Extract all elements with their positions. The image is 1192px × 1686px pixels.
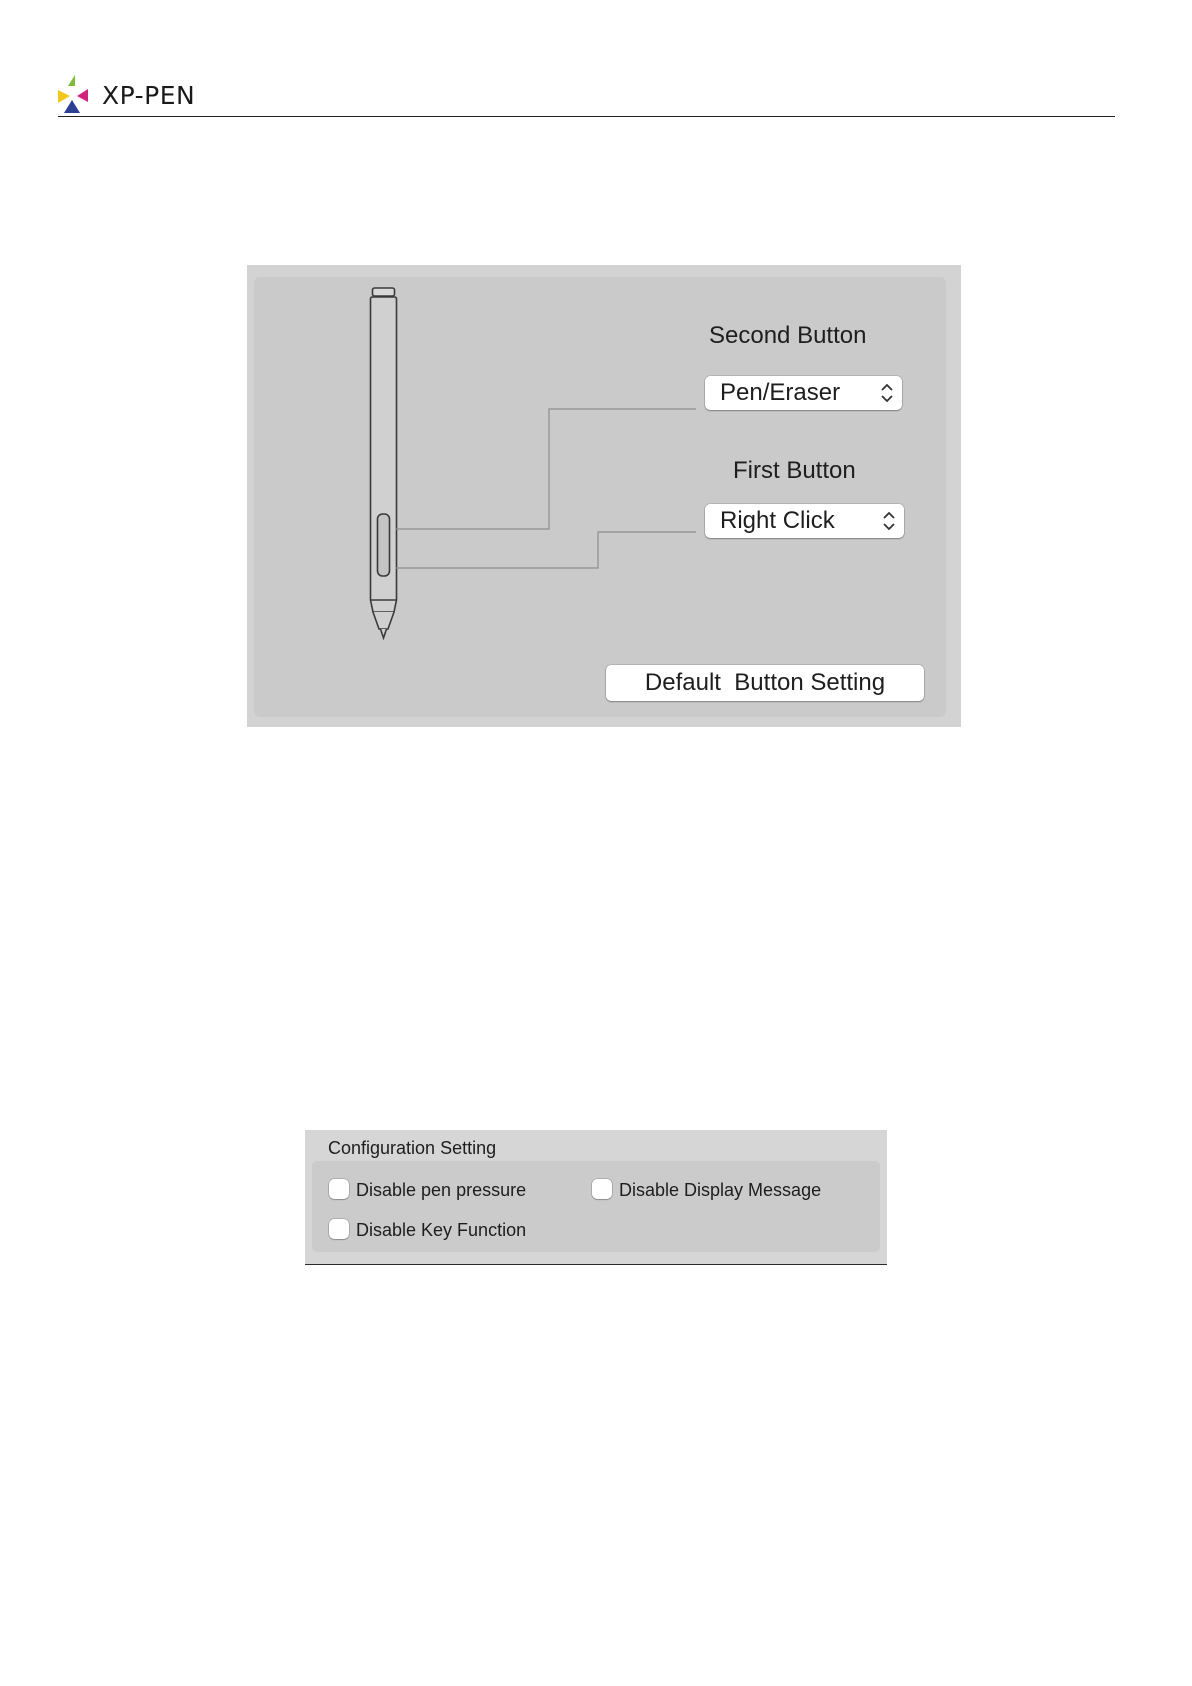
- checkbox-label: Disable Display Message: [619, 1180, 822, 1200]
- checkbox-box[interactable]: [329, 1179, 349, 1199]
- checkbox-label: Disable Key Function: [356, 1220, 527, 1240]
- button-leader-lines: [396, 409, 696, 568]
- configuration-setting-panel: [305, 1130, 887, 1265]
- default-button-setting-button[interactable]: Default Button Setting: [606, 665, 924, 701]
- first-button-value: Right Click: [720, 507, 835, 534]
- second-button-label: Second Button: [709, 322, 867, 349]
- pen-settings-box: [254, 277, 946, 717]
- stylus-icon: [371, 288, 397, 638]
- xp-pen-logo-icon: [58, 70, 104, 114]
- brand-wordmark: XP-PEN: [102, 81, 196, 110]
- disable-key-function-checkbox[interactable]: [329, 1217, 559, 1241]
- up-down-chevron-icon: [880, 382, 894, 404]
- header-divider: [58, 116, 1115, 117]
- pen-settings-panel: [247, 265, 961, 727]
- second-button-value: Pen/Eraser: [720, 379, 841, 406]
- configuration-options-box: [312, 1161, 880, 1252]
- up-down-chevron-icon: [882, 510, 896, 532]
- page-header: [58, 70, 1115, 118]
- second-button-select[interactable]: [705, 376, 902, 410]
- configuration-setting-title: Configuration Setting: [328, 1138, 497, 1158]
- disable-display-message-checkbox[interactable]: [592, 1177, 852, 1201]
- checkbox-box[interactable]: [592, 1179, 612, 1199]
- first-button-select[interactable]: [705, 504, 904, 538]
- disable-pen-pressure-checkbox[interactable]: [329, 1177, 559, 1201]
- first-button-label: First Button: [733, 457, 856, 484]
- checkbox-label: Disable pen pressure: [356, 1180, 527, 1200]
- checkbox-box[interactable]: [329, 1219, 349, 1239]
